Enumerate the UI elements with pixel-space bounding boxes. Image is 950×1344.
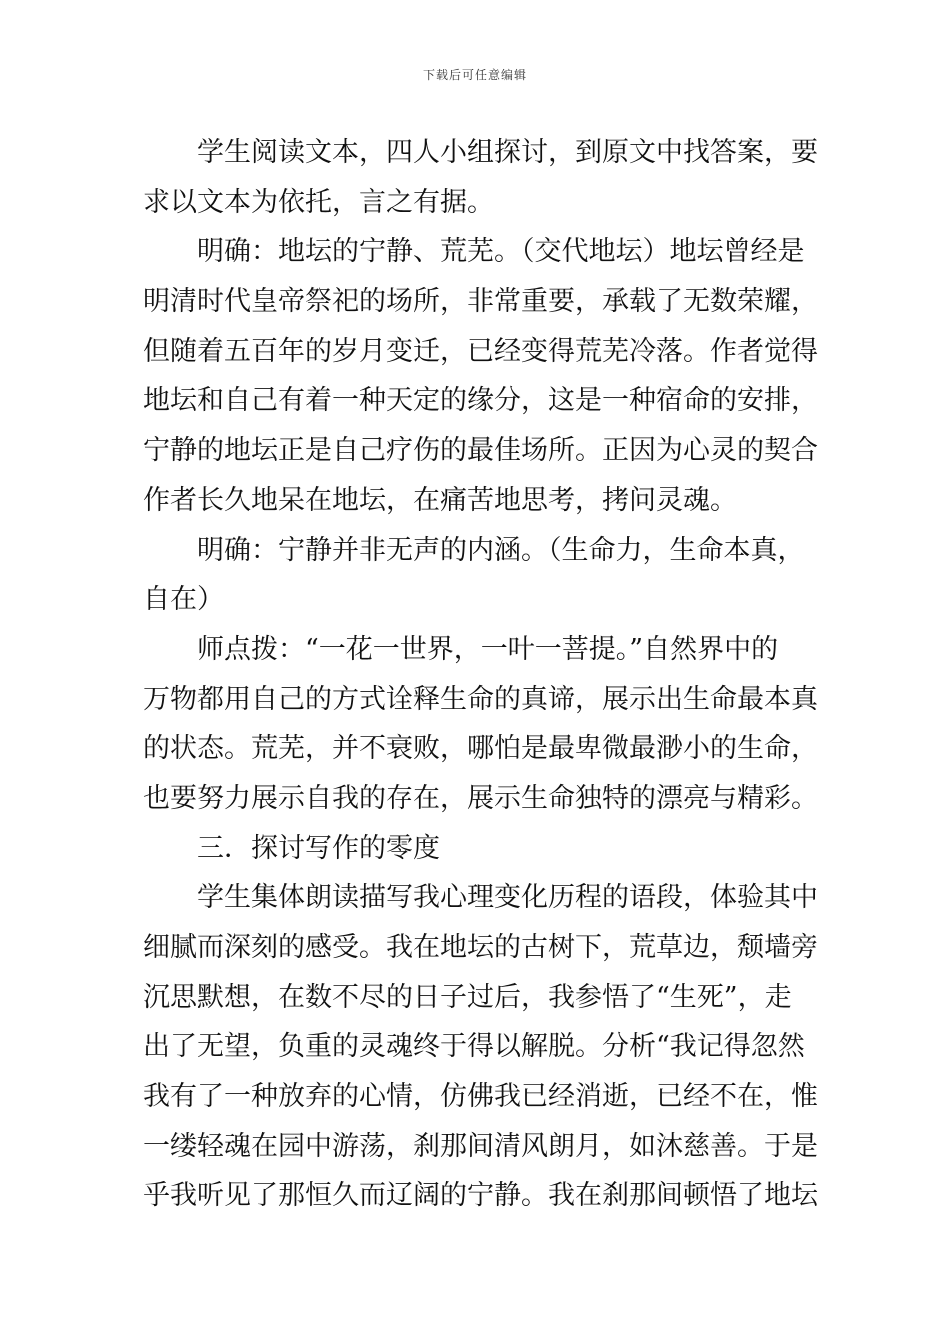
paragraph-line: 出了无望，负重的灵魂终于得以解脱。分析“我记得忽然: [143, 1031, 805, 1063]
document-body: [143, 128, 818, 1221]
section-heading: 三．探讨写作的零度: [197, 832, 440, 864]
paragraph-line: 的状态。荒芜，并不衰败，哪怕是最卑微最渺小的生命，: [143, 733, 818, 765]
page-header-note: 下载后可任意编辑: [422, 68, 527, 82]
paragraph-line: 乎我听见了那恒久而辽阔的宁静。我在刹那间顿悟了地坛: [143, 1180, 818, 1212]
paragraph-line: 宁静的地坛正是自己疗伤的最佳场所。正因为心灵的契合: [143, 435, 818, 467]
paragraph-line: 师点拨：“一花一世界，一叶一菩提。”自然界中的: [197, 633, 779, 665]
paragraph-line: 自在）: [143, 584, 224, 616]
paragraph-line: 明确：宁静并非无声的内涵。（生命力，生命本真，: [197, 534, 805, 566]
paragraph-line: 地坛和自己有着一种天定的缘分，这是一种宿命的安排，: [143, 385, 818, 417]
paragraph-line: 明确：地坛的宁静、荒芜。（交代地坛）地坛曾经是: [197, 236, 805, 268]
paragraph-line: 但随着五百年的岁月变迁，已经变得荒芜冷落。作者觉得: [143, 335, 818, 367]
paragraph-line: 细腻而深刻的感受。我在地坛的古树下，荒草边，颓墙旁: [143, 932, 818, 963]
paragraph-line: 沉思默想，在数不尽的日子过后，我参悟了“生死”，走: [143, 981, 792, 1013]
paragraph-line: 作者长久地呆在地坛，在痛苦地思考，拷问灵魂。: [143, 484, 737, 516]
paragraph-line: 学生阅读文本，四人小组探讨，到原文中找答案，要: [197, 137, 818, 168]
paragraph-line: 学生集体朗读描写我心理变化历程的语段，体验其中: [197, 882, 818, 914]
paragraph-line: 万物都用自己的方式诠释生命的真谛，展示出生命最本真: [143, 683, 818, 715]
paragraph-line: 求以文本为依托，言之有据。: [143, 186, 494, 218]
paragraph-line: 一缕轻魂在园中游荡，刹那间清风朗月，如沐慈善。于是: [143, 1130, 818, 1162]
paragraph-line: 明清时代皇帝祭祀的场所，非常重要，承载了无数荣耀，: [143, 286, 818, 318]
paragraph-line: 我有了一种放弃的心情，仿佛我已经消逝，已经不在，惟: [143, 1081, 818, 1113]
paragraph-line: 也要努力展示自我的存在，展示生命独特的漂亮与精彩。: [143, 782, 818, 814]
